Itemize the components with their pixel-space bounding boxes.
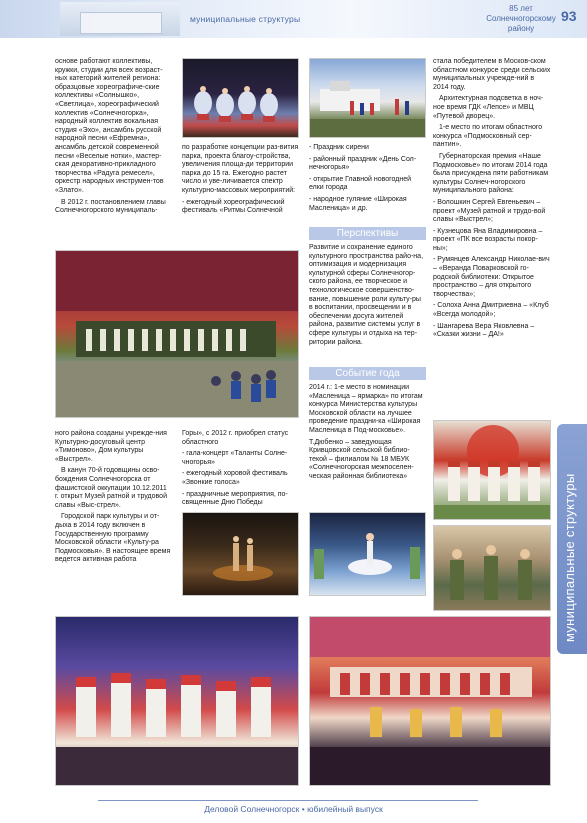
list-item: - гала-концерт «Таланты Солне-чногорья» <box>182 450 288 466</box>
header-building-image <box>60 2 180 36</box>
night-show-photo <box>182 512 299 596</box>
column-1-bottom <box>55 430 172 568</box>
kids-dance-scene <box>56 617 299 786</box>
paragraph: - ежегодный хореографический фестиваль «Ритмы Солнечной <box>182 198 285 215</box>
column-3-list <box>309 144 426 216</box>
column-2-bottom <box>182 430 299 511</box>
concert-hall-scene <box>310 617 551 786</box>
list-item: - Румянцев Александр Николае-вич – «Веранда Поварковской го-родской библиотеки: Открытое пространство – для открытого творчества»; <box>433 256 550 298</box>
header-anniversary <box>482 4 560 34</box>
footer-divider <box>98 800 478 801</box>
outdoor-festival-photo <box>309 58 426 138</box>
stage-concert-photo <box>55 250 299 418</box>
night-show-scene <box>183 513 299 596</box>
perspectives-heading: Перспективы <box>309 227 426 240</box>
list-item: - районный праздник «День Сол-нечногорья» <box>309 155 417 172</box>
list-item: - Волошкин Сергей Евгеньевич – проект «Музей ратной и трудо-вой славы «Выстрел»; <box>433 198 546 224</box>
ballet-photo <box>309 512 426 596</box>
paragraph: 1-е место по итогам областного конкурса «Подмосковный сер-пантин». <box>433 124 543 149</box>
paragraph: В 2012 г. постановлением главы Солнечногорского муниципаль- <box>55 198 166 215</box>
paragraph: Развитие и сохранение единого культурного пространства райо-на, оптимизация и модернизация культурной сферы Солнечногор-ского района, ее творческое и технологическое совершенство-вание, повышение роли культу-ры в воспитании, просвещении и в обеспечении досуга жителей района, развитие системы услуг в сфере культуры и отдыха на тер-ритории района. <box>309 244 424 346</box>
military-drama-scene <box>434 526 551 611</box>
paragraph: В канун 70-й годовщины осво-бождения Солнечногорска от фашистской оккупации 10.12.2011 г. открыт Музей ратной и трудовой славы «Выс-стрел». <box>55 467 167 509</box>
header-section-title: муниципальные структуры <box>190 14 301 24</box>
list-item: - народное гуляние «Широкая Масленица» и др. <box>309 195 407 212</box>
paragraph: Горы», с 2012 г. приобрел статус областного <box>182 430 289 446</box>
list-item: - праздничные мероприятия, по-священные Дню Победы <box>182 490 288 507</box>
dance-photo-figures <box>183 59 299 138</box>
paragraph: Архитектурная подсветка в ноч-ное время ГДК «Лепсе» и МВЦ «Путевой дворец». <box>433 95 544 120</box>
footer-publication-title: Деловой Солнечногорск • юбилейный выпуск <box>204 804 383 814</box>
list-item: - Кузнецова Яна Владимировна – проект «ПК все возрасты покор-ны»; <box>433 227 543 252</box>
column-1-top <box>55 58 172 219</box>
paragraph: 2014 г.: 1-е место в номинации «Масленица – ярмарка» по итогам конкурса Министерства культуры Московской области на лучшее проведение праздни-ка «Широкая Масленица в Под-московье». <box>309 384 423 434</box>
list-item: - ежегодный хоровой фестиваль «Звонкие голоса» <box>182 470 288 486</box>
kids-dance-photo <box>55 616 299 786</box>
side-tab-label: муниципальные структуры <box>562 473 577 642</box>
military-drama-photo <box>433 525 551 611</box>
footer <box>0 792 587 823</box>
event-text <box>309 384 426 485</box>
paragraph: Т.Дюбенко – заведующая Кривцовской сельской библио-текой – филиалом № 18 МБУК «Солнечногорская межпоселен-ческая районная библиотека» <box>309 438 414 480</box>
paragraph: стала победителем в Москов-ском областном конкурсе среди сельских муниципальных учрежде-ний в 2014 году. <box>433 58 551 91</box>
folk-ensemble-scene <box>434 421 551 520</box>
page-number: 93 <box>561 8 577 24</box>
paragraph: ного района созданы учрежде-ния Культурно-досуговый центр «Тимоново», Дом культуры «Выстрел». <box>55 430 167 463</box>
event-heading: Событие года <box>309 367 426 380</box>
anniversary-label: 85 лет <box>509 4 533 13</box>
column-2-top <box>182 144 299 219</box>
paragraph: Губернаторская премия «Наше Подмосковье» по итогам 2014 года была присуждена пяти работникам культуры Солнеч-ногорского муниципального района: <box>433 152 549 195</box>
perspectives-text <box>309 244 426 350</box>
column-4-text <box>433 58 551 343</box>
paragraph: основе работают коллективы, кружки, студии для всех возраст-ных категорий жителей региона: образцовые хореографиче-ские коллективы «Солнышко», «Светлица», хореографический коллектив «Солнечногорка», народный коллектив вокальная студия «Эхо», ансамбль русской народной песни «Ефремна», ансамбль детской современной песни «Веселые нотки», мастер-ская декоративно-прикладного творчества «Радуга ремесел», оркестр народных инструмен-тов «Злато». <box>55 58 164 194</box>
list-item: - Солоха Анна Дмитриевна – «Клуб «Всегда молодой»; <box>433 302 549 319</box>
folk-ensemble-photo <box>433 420 551 520</box>
ballet-scene <box>310 513 426 596</box>
paragraph: Городской парк культуры и от-дыха в 2014 году включен в Государственную программу Московской области «Культу-ра Подмосковья». В настоящее время ведется активная работа <box>55 513 171 564</box>
paragraph: по разработке концепции раз-вития парка, проекта благоу-стройства, увеличения площа-ди территории парка до 15 га. Ежегодно растет число и уве-личивается спектр культурно-массовых мероприятий: <box>182 144 299 194</box>
stage-photo-scene <box>56 251 299 418</box>
list-item: - открытие Главной новогодней елки города <box>309 175 412 192</box>
outdoor-photo-scene <box>310 59 426 138</box>
section-side-tab <box>557 424 587 654</box>
list-item: - Шангарева Вера Яковлевна – «Сказки жизни – ДА!» <box>433 322 535 339</box>
district-label: Солнечногорскому району <box>486 14 556 33</box>
concert-hall-photo <box>309 616 551 786</box>
list-item: - Праздник сирени <box>309 144 369 151</box>
dance-photo <box>182 58 299 138</box>
